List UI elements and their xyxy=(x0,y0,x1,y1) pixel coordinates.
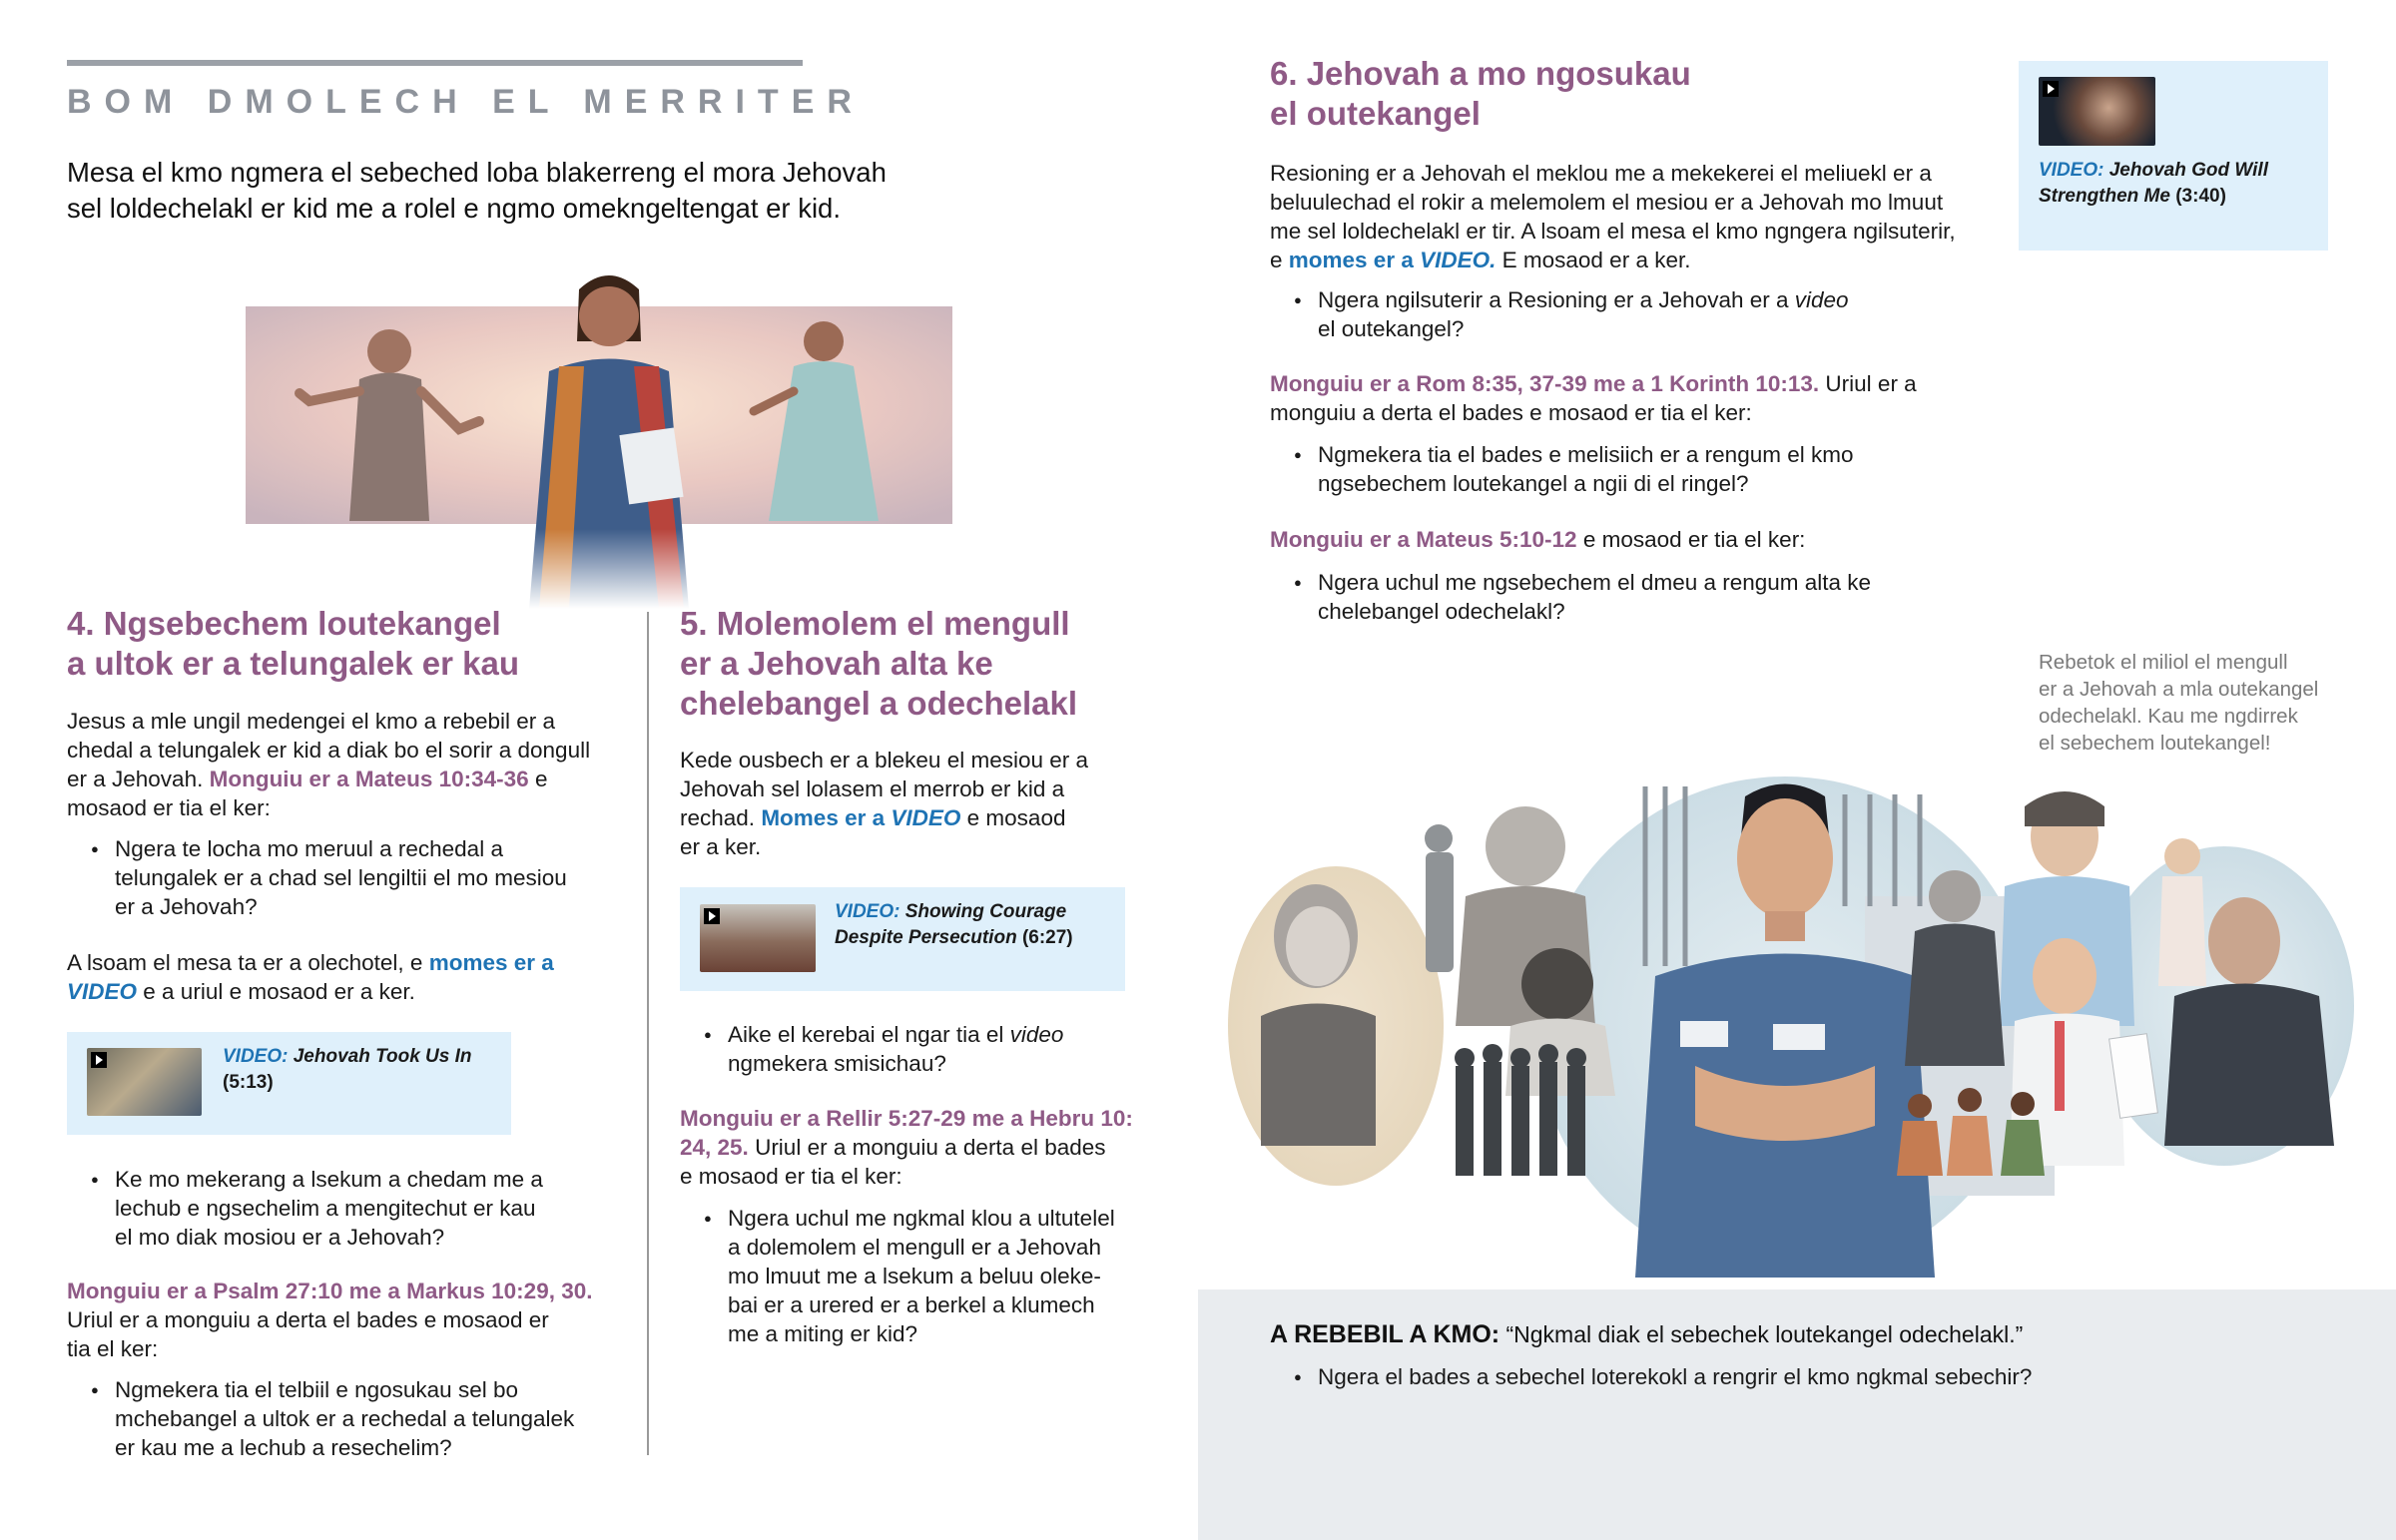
text-line: ● Ke mo mekerang a lsekum a chedam me a xyxy=(115,1167,543,1192)
section-5-paragraph-2 xyxy=(680,1104,1133,1191)
text-line xyxy=(680,1133,1133,1162)
video-title: Strengthen Me xyxy=(2039,186,2170,207)
text-span: rechad. xyxy=(680,805,762,830)
text-line: ngmekera smisichau? xyxy=(728,1051,946,1076)
text-line xyxy=(728,1020,1159,1049)
text-span: Aike el kerebai el ngar tia el xyxy=(728,1022,1010,1047)
intro-line: Mesa el kmo ngmera el sebeched loba blakerreng el mora Jehovah xyxy=(67,157,887,188)
video-title: Despite Persecution xyxy=(835,927,1017,948)
text-line xyxy=(680,803,1088,832)
text-line: Jehovah sel lolasem el merrob er kid a xyxy=(680,776,1065,801)
question-bullet xyxy=(680,1204,1159,1348)
family-illustration xyxy=(240,261,958,609)
text-line: ngsebechem loutekangel a ngii di el ringel? xyxy=(1318,471,1749,496)
question-bullet xyxy=(67,1375,626,1462)
text-line: me sel loldechelakl er tir. A lsoam el mesa el kmo ngngera ngilsuterir, xyxy=(1270,219,1956,244)
bottom-bullet xyxy=(1270,1362,2268,1391)
text-span: A lsoam el mesa ta er a olechotel, e xyxy=(67,950,429,975)
video-label: VIDEO: xyxy=(223,1046,289,1067)
text-line: el outekangel? xyxy=(1318,316,1465,341)
text-line: mchebangel a ultok er a rechedal a telungalek xyxy=(115,1406,575,1431)
text-line: telungalek er a chad sel lengiltii el mo mesiou xyxy=(115,865,567,890)
section-6-bullet-1 xyxy=(1270,285,1969,343)
text-line: tia el ker: xyxy=(67,1336,159,1361)
section-5-paragraph xyxy=(680,746,1088,861)
caption-line: Rebetok el miliol el mengull xyxy=(2039,651,2288,674)
section-4-paragraph-3 xyxy=(67,1277,593,1363)
video-caption-line xyxy=(835,899,1073,925)
scripture-reference[interactable]: Monguiu er a Mateus 5:10-12 xyxy=(1270,527,1577,552)
heading-line: er a Jehovah alta ke xyxy=(680,645,993,682)
video-link[interactable]: momes er a xyxy=(428,950,554,975)
text-line: lechub e ngsechelim a mengitechut er kau xyxy=(115,1196,536,1221)
section-5-bullet-1 xyxy=(680,1020,1159,1078)
text-line: mo lmuut me a lsekum a beluu oleke- xyxy=(728,1264,1101,1288)
heading-line: 5. Molemolem el mengull xyxy=(680,605,1070,642)
video-caption xyxy=(223,1044,472,1096)
belief-quote: “Ngkmal diak el sebechek loutekangel odechelakl.” xyxy=(1499,1321,2024,1347)
section-5-heading xyxy=(680,604,1077,724)
question-bullet xyxy=(67,834,626,921)
kicker-rule xyxy=(67,60,803,66)
text-line: el mo diak mosiou er a Jehovah? xyxy=(115,1225,445,1250)
video-box-jehovah-will-strengthen-me[interactable] xyxy=(2019,61,2328,251)
section-4-bullet-2 xyxy=(67,1165,626,1252)
text-span: e mosaod er tia el ker: xyxy=(1576,527,1806,552)
text-line: e mosaod er tia el ker: xyxy=(680,1164,902,1189)
text-span: Uriul er a monguiu a derta el bades xyxy=(748,1135,1106,1160)
text-line: ● Ngera uchul me ngsebechem el dmeu a rengum alta ke xyxy=(1318,570,1872,595)
video-box-jehovah-took-us-in[interactable] xyxy=(67,1032,511,1135)
video-title: Jehovah God Will xyxy=(2108,160,2268,181)
seated-people xyxy=(1897,1088,2045,1176)
scripture-reference[interactable]: 24, 25. xyxy=(680,1135,749,1160)
video-label: VIDEO: xyxy=(2039,160,2104,181)
caption-line: odechelakl. Kau me ngdirrek xyxy=(2039,705,2298,728)
video-caption-line xyxy=(2039,158,2268,184)
text-line xyxy=(67,948,554,977)
question-bullet xyxy=(1270,568,1969,626)
section-4-bullet-1 xyxy=(67,834,626,921)
video-label: VIDEO: xyxy=(835,901,900,922)
text-span: E mosaod er a ker. xyxy=(1496,248,1691,272)
text-line: ● Ngera el bades a sebechel loterekokl a rengrir el kmo ngkmal sebechir? xyxy=(1318,1364,2033,1389)
scripture-reference[interactable]: Monguiu er a Rellir 5:27-29 me a Hebru 10: xyxy=(680,1106,1133,1131)
video-title: Showing Courage xyxy=(904,901,1067,922)
text-line: a dolemolem el mengull er a Jehovah xyxy=(728,1235,1101,1260)
text-line: monguiu a derta el bades e mosaod er tia el ker: xyxy=(1270,400,1752,425)
section-6-bullet-3 xyxy=(1270,568,1969,626)
video-duration: (3:40) xyxy=(2175,186,2226,207)
question-bullet xyxy=(1270,285,1969,343)
video-caption-line xyxy=(835,925,1073,951)
text-line: mosaod er tia el ker: xyxy=(67,795,271,820)
question-bullet xyxy=(67,1165,626,1252)
heading-line: 6. Jehovah a mo ngosukau xyxy=(1270,55,1691,92)
video-link[interactable]: VIDEO xyxy=(67,979,138,1004)
video-link[interactable]: VIDEO. xyxy=(1420,248,1497,272)
caption-line: el sebechem loutekangel! xyxy=(2039,732,2271,755)
video-thumbnail[interactable] xyxy=(700,904,816,972)
text-line: chelebangel odechelakl? xyxy=(1318,599,1565,624)
section-4-paragraph-2 xyxy=(67,948,554,1006)
text-span: e mosaod xyxy=(960,805,1066,830)
section-5-bullet-2 xyxy=(680,1204,1159,1348)
video-caption-line xyxy=(223,1070,472,1096)
text-span: e a uriul e mosaod er a ker. xyxy=(137,979,415,1004)
text-line: er a ker. xyxy=(680,834,762,859)
video-title: Jehovah Took Us In xyxy=(293,1046,472,1067)
video-duration: (5:13) xyxy=(223,1072,274,1093)
text-line: me a miting er kid? xyxy=(728,1321,918,1346)
heading-line: 4. Ngsebechem loutekangel xyxy=(67,605,501,642)
video-link[interactable]: momes er a xyxy=(1288,248,1421,272)
video-link[interactable]: Momes er a xyxy=(761,805,892,830)
text-span: video xyxy=(1009,1022,1064,1047)
caption-line: er a Jehovah a mla outekangel xyxy=(2039,678,2319,701)
heading-line: el outekangel xyxy=(1270,95,1481,132)
text-span: video xyxy=(1794,287,1849,312)
section-6-paragraph-3 xyxy=(1270,525,1805,554)
text-line: Kede ousbech er a blekeu el mesiou er a xyxy=(680,748,1089,772)
video-caption-line xyxy=(2039,184,2268,210)
column-divider xyxy=(647,612,649,1455)
intro-line: sel loldechelakl er kid me a rolel e ngmo omekngeltengat er kid. xyxy=(67,193,841,224)
text-line xyxy=(67,765,590,793)
scripture-reference[interactable]: Monguiu er a Mateus 10:34-36 xyxy=(209,767,529,791)
video-link[interactable]: VIDEO xyxy=(891,805,961,830)
video-duration: (6:27) xyxy=(1021,927,1073,948)
girl-figure xyxy=(2158,838,2206,986)
text-line: er a Jehovah? xyxy=(115,894,258,919)
text-line: ● Ngera te locha mo meruul a rechedal a xyxy=(115,836,503,861)
section-4-heading xyxy=(67,604,519,684)
scripture-reference[interactable]: Monguiu er a Psalm 27:10 me a Markus 10:29, 30. xyxy=(67,1279,593,1303)
text-line xyxy=(67,977,554,1006)
text-span: e xyxy=(1270,248,1289,272)
question-bullet xyxy=(680,1020,1159,1078)
text-line xyxy=(1270,246,1956,274)
scripture-reference[interactable]: Monguiu er a Rom 8:35, 37-39 me a 1 Korinth 10:13. xyxy=(1270,371,1820,396)
section-4-paragraph xyxy=(67,707,590,822)
text-line: ● Ngera uchul me ngkmal klou a ultutelel xyxy=(728,1206,1115,1231)
text-line: ● Ngmekera tia el bades e melisiich er a rengum el kmo xyxy=(1318,442,1854,467)
text-line xyxy=(1270,525,1805,554)
video-caption-line xyxy=(223,1044,472,1070)
section-6-heading xyxy=(1270,54,1691,134)
video-caption xyxy=(2039,158,2268,210)
section-6-bullet-2 xyxy=(1270,440,1969,498)
play-icon[interactable] xyxy=(2043,81,2059,97)
text-span: Uriul er a xyxy=(1819,371,1917,396)
video-caption xyxy=(835,899,1073,951)
section-6-paragraph xyxy=(1270,159,1956,274)
text-line xyxy=(1318,285,1969,314)
heading-line: a ultok er a telungalek er kau xyxy=(67,645,520,682)
text-span: er a Jehovah. xyxy=(67,767,210,791)
video-thumbnail[interactable] xyxy=(87,1048,202,1116)
faithful-people-collage xyxy=(1226,767,2356,1278)
question-bullet xyxy=(1270,1362,2268,1391)
text-line: Resioning er a Jehovah el meklou me a mekekerei el meliuekl er a xyxy=(1270,161,1932,186)
question-bullet xyxy=(1270,440,1969,498)
page-kicker: BOM DMOLECH EL MERRITER xyxy=(67,83,865,121)
common-belief xyxy=(1270,1319,2023,1349)
text-span: Ngera ngilsuterir a Resioning er a Jehovah er a xyxy=(1318,287,1795,312)
text-line: bai er a urered er a berkel a klumech xyxy=(728,1292,1095,1317)
play-icon[interactable] xyxy=(91,1052,107,1068)
text-line xyxy=(1270,369,1917,398)
text-line: chedal a telungalek er kid a diak bo el sorir a dongull xyxy=(67,738,591,763)
play-icon[interactable] xyxy=(704,908,720,924)
intro-text xyxy=(67,155,887,227)
video-thumbnail[interactable] xyxy=(2039,77,2155,146)
heading-line: chelebangel a odechelakl xyxy=(680,685,1077,722)
text-line: Jesus a mle ungil medengei el kmo a rebebil er a xyxy=(67,709,556,734)
belief-label: A REBEBIL A KMO: xyxy=(1270,1320,1500,1348)
illustration-caption xyxy=(2039,649,2318,757)
section-6-paragraph-2 xyxy=(1270,369,1917,427)
text-line: Uriul er a monguiu a derta el bades e mosaod er xyxy=(67,1307,549,1332)
text-span: e xyxy=(528,767,548,791)
video-box-showing-courage[interactable] xyxy=(680,887,1125,991)
section-4-bullet-3 xyxy=(67,1375,626,1462)
text-line: er kau me a lechub a resechelim? xyxy=(115,1435,452,1460)
text-line: ● Ngmekera tia el telbiil e ngosukau sel bo xyxy=(115,1377,518,1402)
text-line: beluulechad el rokir a melemolem el mesiou er a Jehovah mo lmuut xyxy=(1270,190,1944,215)
